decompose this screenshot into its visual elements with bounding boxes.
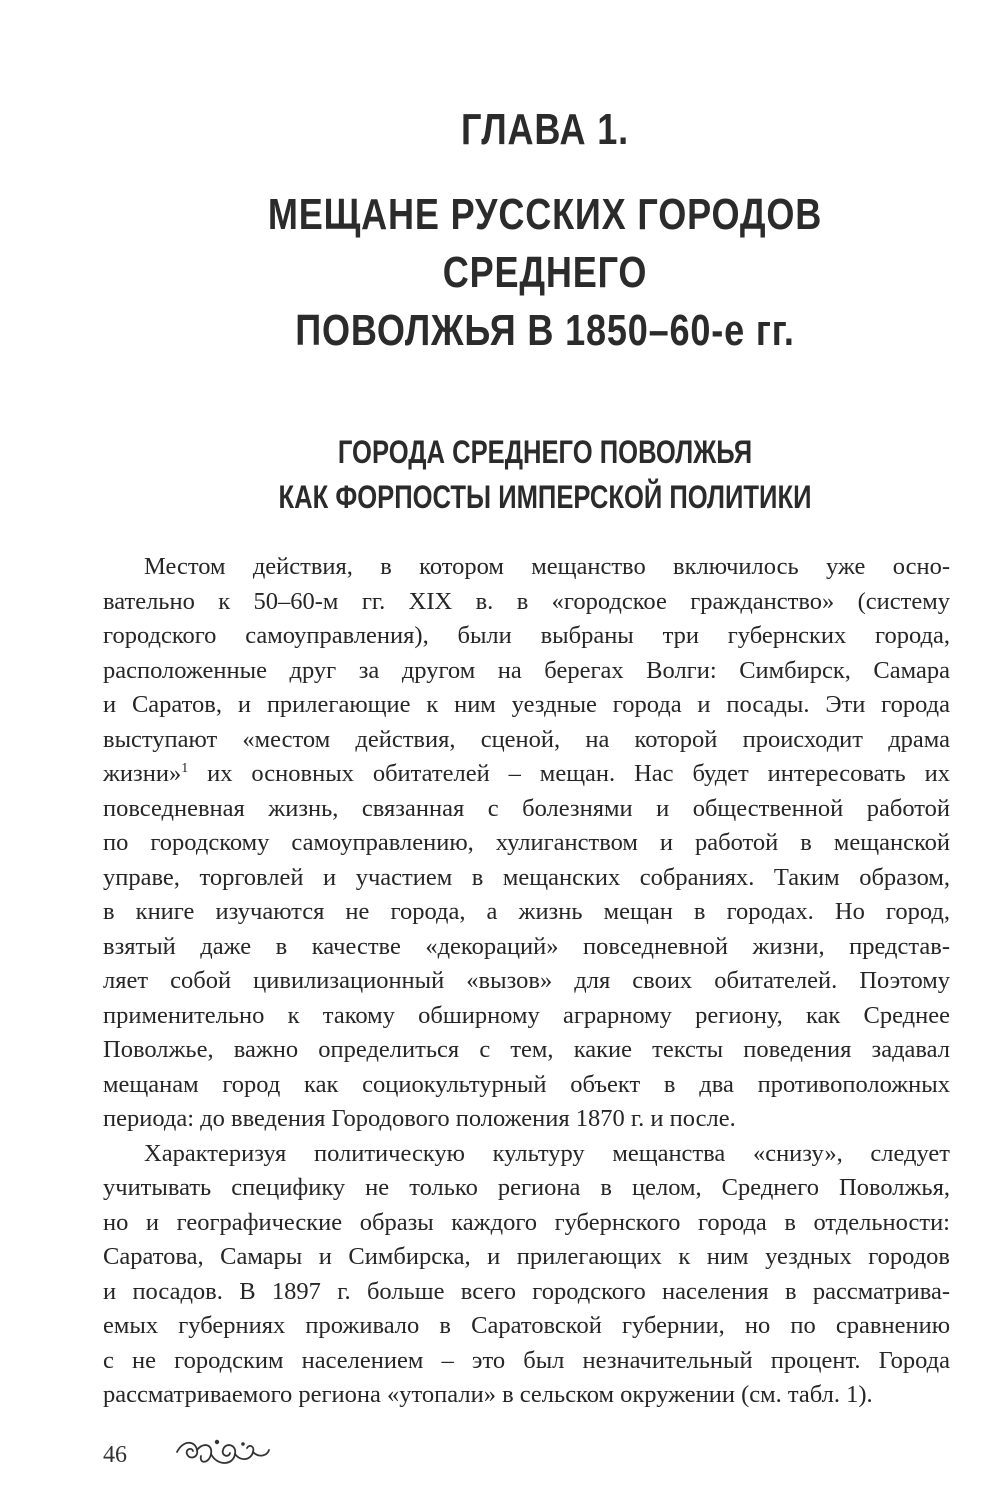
text-line: по городскому самоуправлению, хулиганством и работой в мещанской <box>103 829 950 856</box>
text-line: в книге изучаются не города, а жизнь мещан в городах. Но город, <box>103 898 950 925</box>
text-line: ляет собой цивилизационный «вызов» для своих обитателей. Поэтому <box>103 967 950 994</box>
chapter-title-line: ПОВОЛЖЬЯ В 1850–60-е гг. <box>295 306 795 355</box>
text-line: Саратова, Самары и Симбирска, и прилегающих к ним уездных городов <box>103 1243 950 1270</box>
text-line: взятый даже в качестве «декораций» повседневной жизни, представ- <box>103 932 950 960</box>
text-line: с не городским населением – это был незначительный процент. Города <box>103 1346 950 1374</box>
text-fragment: их основных обитателей – мещан. Нас будет интересовать их <box>188 760 950 787</box>
text-line: и посадов. В 1897 г. больше всего городского населения в рассматрива- <box>103 1277 950 1305</box>
section-heading <box>229 430 861 520</box>
text-line: Характеризуя политическую культуру мещанства «снизу», следует <box>144 1139 950 1167</box>
text-line: повседневная жизнь, связанная с болезнями и общественной работой <box>103 794 950 822</box>
text-line: расположенные друг за другом на берегах Волги: Симбирск, Самара <box>103 656 950 684</box>
text-line: но и географические образы каждого губернского города в отдельности: <box>103 1208 950 1236</box>
text-line-with-footnote <box>103 757 950 792</box>
text-line: выступают «местом действия, сценой, на которой происходит драма <box>103 725 950 753</box>
page-number: 46 <box>103 1442 127 1468</box>
text-line: городского самоуправления), были выбраны три губернских города, <box>103 622 950 649</box>
text-line: Местом действия, в котором мещанство включилось уже осно- <box>144 553 950 580</box>
chapter-title <box>221 186 869 360</box>
paragraph-2 <box>103 1137 950 1413</box>
text-line: Поволжье, важно определиться с тем, какие тексты поведения задавал <box>103 1036 950 1063</box>
page-footer <box>103 1430 403 1490</box>
text-line: периода: до введения Городового положения 1870 г. и после. <box>103 1105 736 1132</box>
text-line: и Саратов, и прилегающие к ним уездные города и посады. Эти города <box>103 691 950 718</box>
text-line: учитывать специфику не только региона в целом, Среднего Поволжья, <box>103 1174 950 1201</box>
text-line: вательно к 50–60-м гг. XIX в. в «городское гражданство» (систему <box>103 587 950 615</box>
section-title-line: КАК ФОРПОСТЫ ИМПЕРСКОЙ ПОЛИТИКИ <box>278 479 812 515</box>
chapter-title-line: МЕЩАНЕ РУССКИХ ГОРОДОВ СРЕДНЕГО <box>267 190 823 297</box>
text-line: емых губерниях проживало в Саратовской губернии, но по сравнению <box>103 1312 950 1339</box>
chapter-number: ГЛАВА 1. <box>461 105 629 154</box>
text-line: применительно к такому обширному аграрному региону, как Среднее <box>103 1001 950 1029</box>
text-line: управе, торговлей и участием в мещанских собраниях. Таким образом, <box>103 863 950 891</box>
scroll-ornament-icon <box>173 1432 273 1477</box>
section-title-line: ГОРОДА СРЕДНЕГО ПОВОЛЖЬЯ <box>337 434 753 470</box>
paragraph-1 <box>103 550 950 1137</box>
text-line: мещанам город как социокультурный объект в два противоположных <box>103 1070 950 1098</box>
text-line: рассматриваемого региона «утопали» в сельском окружении (см. табл. 1). <box>103 1381 873 1408</box>
footnote-mark: 1 <box>181 760 189 776</box>
chapter-heading <box>221 102 869 360</box>
text-fragment: жизни» <box>103 760 182 787</box>
body-text <box>103 550 950 1413</box>
